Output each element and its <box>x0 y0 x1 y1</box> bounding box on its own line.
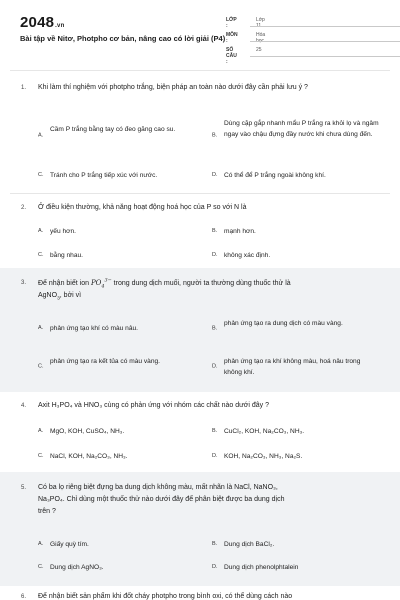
option-text: mạnh hơn. <box>224 228 256 235</box>
question-3-option-c[interactable] <box>38 356 208 378</box>
option-letter: B. <box>212 541 218 547</box>
option-text: phản ứng tạo ra khí không màu, hoá nâu trong không khí. <box>224 358 361 376</box>
option-letter: A. <box>38 132 44 139</box>
option-text: Có thể để P trắng ngoài không khí. <box>224 172 326 179</box>
option-text: bằng nhau. <box>50 252 84 259</box>
question-3-option-b[interactable] <box>212 318 382 340</box>
option-letter: A. <box>38 428 44 434</box>
question-number: 3. <box>21 280 27 286</box>
question-number: 1. <box>21 85 27 91</box>
question-text <box>38 482 382 518</box>
option-text: NaCl, KOH, Na₂CO₃, NH₃. <box>50 453 128 460</box>
meta-count-value: 25 <box>256 47 262 53</box>
option-text: không xác định. <box>224 252 271 259</box>
option-text: MgO, KOH, CuSO₄, NH₃. <box>50 428 125 435</box>
option-letter: B. <box>212 428 218 434</box>
question-text: Ở điều kiện thường, khả năng hoạt động hoá học của P so với N là <box>38 204 247 211</box>
option-text: Dùng cặp gắp nhanh mẩu P trắng ra khỏi lọ và ngâm ngay vào chậu đựng đầy nước khi chưa dùng đến. <box>224 120 379 138</box>
option-letter: C. <box>38 453 44 459</box>
question-text-start: Để nhận biết ion <box>38 280 91 287</box>
option-text: phản ứng tạo khí có màu nâu. <box>50 325 138 332</box>
logo-text: 2048 <box>20 14 55 31</box>
question-text: Khi làm thí nghiệm với photpho trắng, biện pháp an toàn nào dưới đây cần phải lưu ý ? <box>38 84 308 91</box>
option-text: phản ứng tạo ra kết tủa có màu vàng. <box>50 358 160 365</box>
meta-subject-label: MÔN : <box>226 32 238 44</box>
document-header <box>0 0 400 72</box>
option-letter: D. <box>212 564 218 570</box>
meta-class-label: LỚP : <box>226 17 237 29</box>
question-number: 6. <box>21 594 27 600</box>
option-letter: C. <box>38 564 44 570</box>
meta-class-value: Lớp 11 <box>256 17 265 29</box>
question-text <box>38 277 382 302</box>
question-1-option-d[interactable] <box>212 170 382 181</box>
option-letter: D. <box>212 172 218 178</box>
option-text: phản ứng tạo ra dung dịch có màu vàng. <box>224 320 343 327</box>
option-text: Cầm P trắng bằng tay có đeo găng cao su. <box>50 126 176 133</box>
option-letter: A. <box>38 325 44 331</box>
option-text: Dung dịch phenolphtalein <box>224 564 299 571</box>
reagent-formula: AgNO <box>38 292 58 299</box>
reagent-subscript: 3 <box>57 296 60 302</box>
question-divider <box>10 193 390 194</box>
question-text: Để nhận biết sản phẩm khi đốt cháy photpho trong bình oxi, có thể dùng cách nào <box>38 593 293 600</box>
document-title: Bài tập về Nitơ, Photpho cơ bản, nâng cao có lời giải (P4) <box>20 34 226 43</box>
option-letter: C. <box>38 363 44 370</box>
logo-suffix: .vn <box>55 23 65 29</box>
meta-subject-underline <box>250 41 400 42</box>
option-text: Giấy quỳ tím. <box>50 541 89 548</box>
option-letter: A. <box>38 228 44 234</box>
option-text: Dung dịch AgNO₃. <box>50 564 104 571</box>
option-letter: C. <box>38 172 44 178</box>
site-logo[interactable] <box>20 14 64 31</box>
question-number: 2. <box>21 205 27 211</box>
meta-subject-value: Hóa học <box>256 32 266 44</box>
ion-charge: 3− <box>104 277 112 284</box>
option-letter: B. <box>212 325 218 332</box>
option-letter: A. <box>38 541 44 547</box>
option-letter: D. <box>212 453 218 459</box>
option-letter: D. <box>212 252 218 258</box>
meta-class-underline <box>250 26 400 27</box>
phosphate-ion-formula <box>90 277 112 290</box>
option-letter: C. <box>38 252 44 258</box>
question-1-option-b[interactable] <box>212 118 382 154</box>
meta-count-underline <box>250 56 400 57</box>
question-text: Axit H₃PO₄ và HNO₃ cùng có phản ứng với nhóm các chất nào dưới đây ? <box>38 402 269 409</box>
option-text: KOH, Na₂CO₃, NH₃, Na₂S. <box>224 453 303 460</box>
question-3-option-d[interactable] <box>212 356 382 378</box>
option-letter: B. <box>212 228 218 234</box>
question-1-option-c[interactable] <box>38 170 208 181</box>
header-divider <box>10 70 390 71</box>
option-text: CuCl₂, KOH, Na₂CO₃, NH₃. <box>224 428 305 435</box>
option-letter: B. <box>212 132 218 139</box>
question-text-tail: , bởi vì <box>59 292 82 299</box>
question-text-line: Na₃PO₄. Chỉ dùng một thuốc thử nào dưới đây để phân biệt được ba dung dịch <box>38 496 285 503</box>
question-text-line: trên ? <box>38 508 56 515</box>
question-text-end: trong dung dịch muối, người ta thường dùng thuốc thử là <box>111 280 291 287</box>
meta-count-label: SỐ CÂU : <box>226 47 237 65</box>
question-number: 4. <box>21 403 27 409</box>
question-3-option-a[interactable] <box>38 323 208 334</box>
ion-subscript: 4 <box>101 283 105 290</box>
ion-base: PO <box>90 279 102 287</box>
question-1-option-a[interactable] <box>38 124 208 148</box>
option-letter: D. <box>212 363 218 370</box>
option-text: Dung dịch BaCl₂. <box>224 541 275 548</box>
option-text: Tránh cho P trắng tiếp xúc với nước. <box>50 172 158 179</box>
question-text-line: Có ba lọ riêng biệt đựng ba dung dịch không màu, mất nhãn là NaCl, NaNO₃, <box>38 484 278 491</box>
option-text: yếu hơn. <box>50 228 76 235</box>
question-number: 5. <box>21 485 27 491</box>
